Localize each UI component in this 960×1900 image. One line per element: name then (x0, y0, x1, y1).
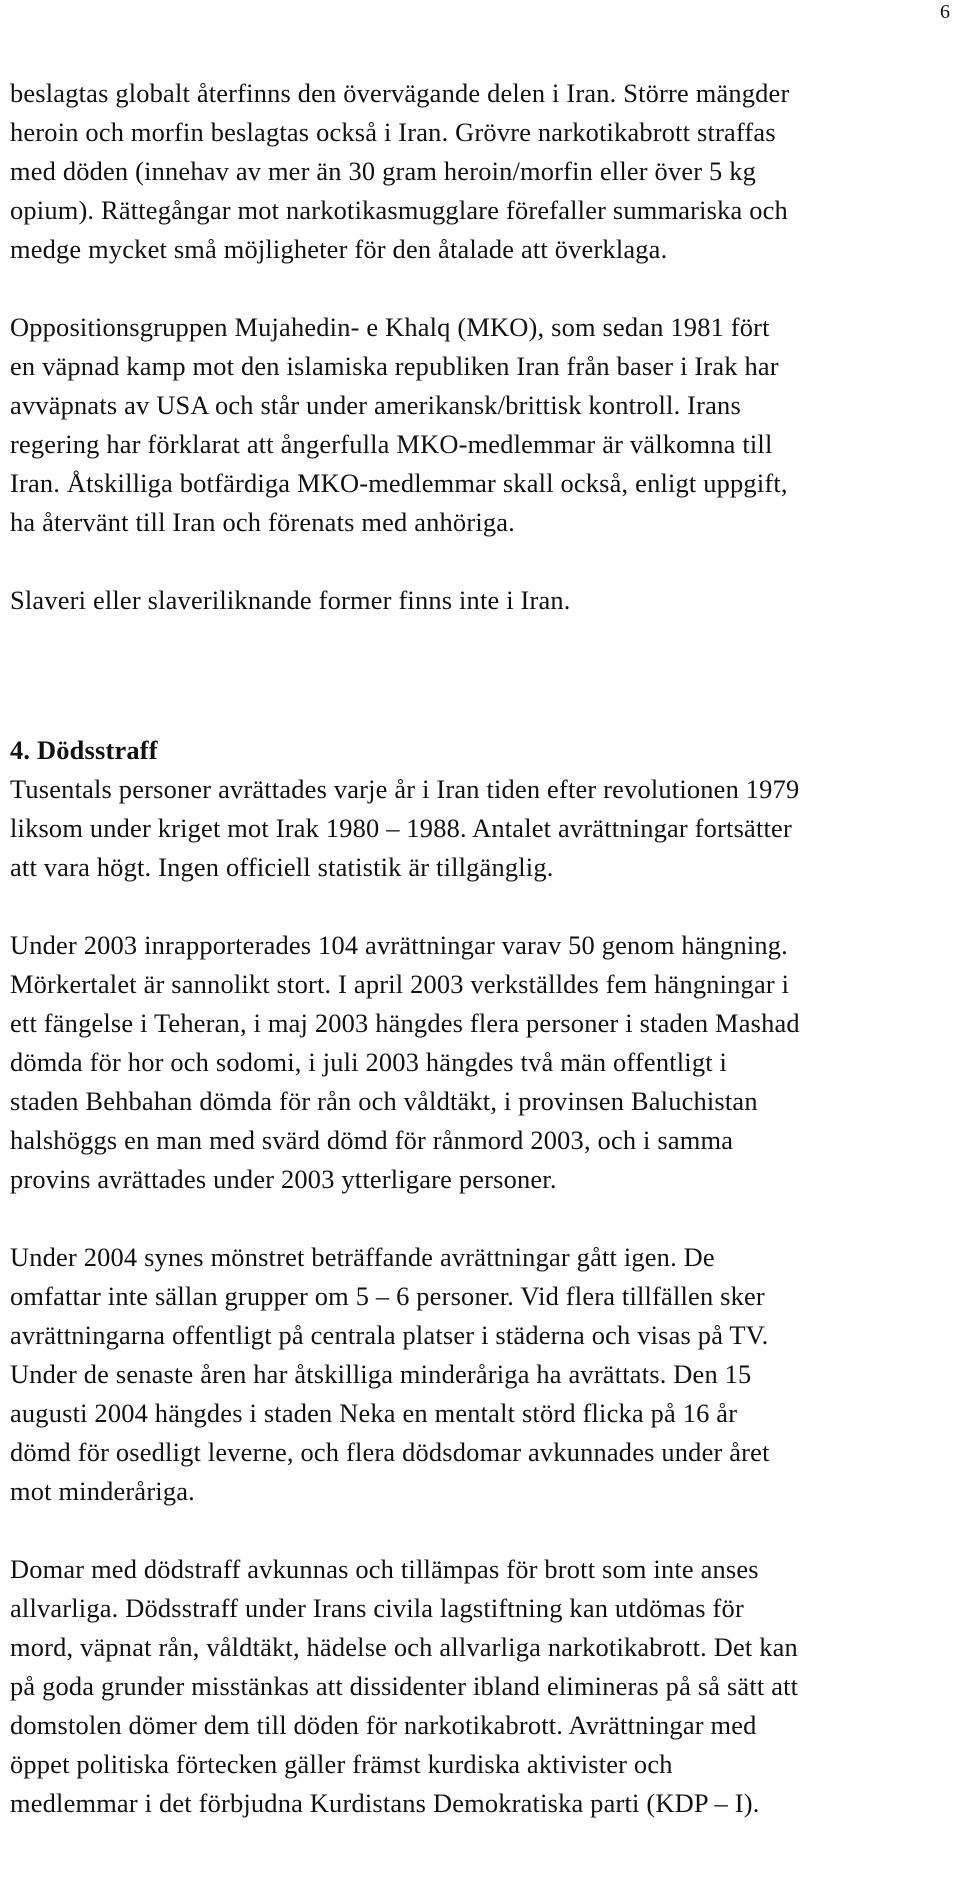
text-line: halshöggs en man med svärd dömd för rånmord 2003, och i samma (10, 1125, 734, 1155)
text-line: regering har förklarat att ångerfulla MKO-medlemmar är välkomna till (10, 429, 773, 459)
text-line: staden Behbahan dömda för rån och våldtäkt, i provinsen Baluchistan (10, 1086, 758, 1116)
text-line: provins avrättades under 2003 ytterligare personer. (10, 1164, 557, 1194)
section-heading: 4. Dödsstraff (10, 735, 158, 765)
text-line: Mörkertalet är sannolikt stort. I april 2003 verkställdes fem hängningar i (10, 969, 790, 999)
text-line: med döden (innehav av mer än 30 gram heroin/morfin eller över 5 kg (10, 156, 757, 186)
text-line: augusti 2004 hängdes i staden Neka en mentalt störd flicka på 16 år (10, 1398, 738, 1428)
text-line: avrättningarna offentligt på centrala platser i städerna och visas på TV. (10, 1320, 769, 1350)
text-line: medlemmar i det förbjudna Kurdistans Demokratiska parti (KDP – I). (10, 1788, 760, 1818)
paragraph-executions-2003 (10, 926, 950, 1199)
text-line: ha återvänt till Iran och förenats med anhöriga. (10, 507, 515, 537)
text-line: allvarliga. Dödsstraff under Irans civila lagstiftning kan utdömas för (10, 1593, 744, 1623)
text-line: Slaveri eller slaveriliknande former finns inte i Iran. (10, 585, 571, 615)
paragraph-death-sentences (10, 1550, 950, 1823)
text-line: domstolen dömer dem till döden för narkotikabrott. Avrättningar med (10, 1710, 757, 1740)
paragraph-executions-overview (10, 770, 950, 887)
text-line: opium). Rättegångar mot narkotikasmugglare förefaller summariska och (10, 195, 788, 225)
paragraph-slavery (10, 581, 950, 620)
section-death-penalty (10, 731, 950, 1823)
text-line: beslagtas globalt återfinns den övervägande delen i Iran. Större mängder (10, 78, 790, 108)
text-line: avväpnats av USA och står under amerikansk/brittisk kontroll. Irans (10, 390, 741, 420)
text-line: en väpnad kamp mot den islamiska republiken Iran från baser i Irak har (10, 351, 779, 381)
text-line: Under 2003 inrapporterades 104 avrättningar varav 50 genom hängning. (10, 930, 788, 960)
text-line: öppet politiska förtecken gäller främst kurdiska aktivister och (10, 1749, 673, 1779)
text-line: omfattar inte sällan grupper om 5 – 6 personer. Vid flera tillfällen sker (10, 1281, 765, 1311)
text-line: Under 2004 synes mönstret beträffande avrättningar gått igen. De (10, 1242, 715, 1272)
text-line: ett fängelse i Teheran, i maj 2003 hängdes flera personer i staden Mashad (10, 1008, 800, 1038)
paragraph-mko (10, 308, 950, 542)
text-line: heroin och morfin beslagtas också i Iran. Grövre narkotikabrott straffas (10, 117, 776, 147)
document-body (10, 74, 950, 1862)
text-line: medge mycket små möjligheter för den åtalade att överklaga. (10, 234, 668, 264)
text-line: Iran. Åtskilliga botfärdiga MKO-medlemmar skall också, enligt uppgift, (10, 468, 788, 498)
text-line: att vara högt. Ingen officiell statistik är tillgänglig. (10, 852, 554, 882)
text-line: Under de senaste åren har åtskilliga minderåriga ha avrättats. Den 15 (10, 1359, 752, 1389)
text-line: Tusentals personer avrättades varje år i Iran tiden efter revolutionen 1979 (10, 774, 800, 804)
paragraph-executions-2004 (10, 1238, 950, 1511)
text-line: dömda för hor och sodomi, i juli 2003 hängdes två män offentligt i (10, 1047, 728, 1077)
text-line: liksom under kriget mot Irak 1980 – 1988. Antalet avrättningar fortsätter (10, 813, 792, 843)
text-line: mot minderåriga. (10, 1476, 195, 1506)
section-spacer (10, 659, 950, 731)
text-line: Oppositionsgruppen Mujahedin- e Khalq (MKO), som sedan 1981 fört (10, 312, 770, 342)
text-line: mord, väpnat rån, våldtäkt, hädelse och allvarliga narkotikabrott. Det kan (10, 1632, 798, 1662)
text-line: på goda grunder misstänkas att dissidenter ibland elimineras på så sätt att (10, 1671, 799, 1701)
paragraph-drug-seizures (10, 74, 950, 269)
page-number: 6 (940, 1, 950, 23)
text-line: Domar med dödstraff avkunnas och tillämpas för brott som inte anses (10, 1554, 759, 1584)
text-line: dömd för osedligt leverne, och flera dödsdomar avkunnades under året (10, 1437, 770, 1467)
